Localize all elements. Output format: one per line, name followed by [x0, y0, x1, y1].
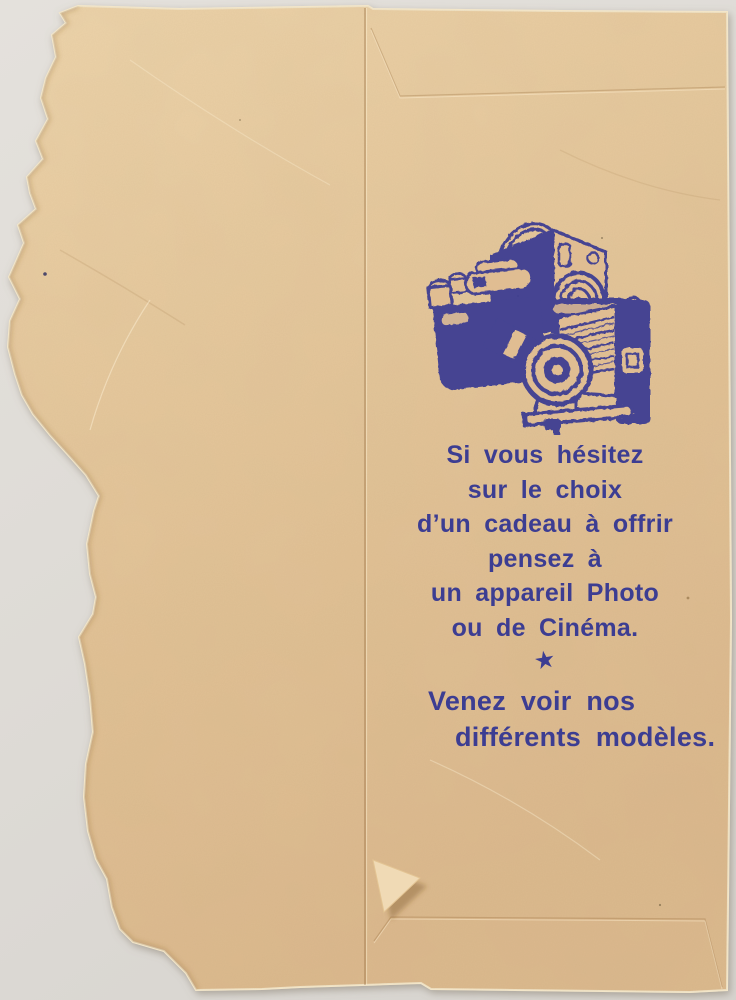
- headline-line: un appareil Photo: [430, 579, 660, 607]
- headline-line: Si vous hésitez: [446, 441, 644, 469]
- advert-headline: [378, 438, 712, 672]
- footer-line: différents modèles.: [455, 721, 716, 752]
- headline-line: ou de Cinéma.: [451, 613, 639, 642]
- headline-line: pensez à: [487, 544, 602, 573]
- star-icon: ★: [533, 647, 557, 674]
- advert-footer: [378, 684, 718, 755]
- footer-line: Venez voir nos: [428, 686, 636, 716]
- vintage-cameras-illustration: [426, 220, 666, 435]
- headline-line: d’un cadeau à offrir: [417, 510, 673, 538]
- headline-line: sur le choix: [467, 475, 623, 504]
